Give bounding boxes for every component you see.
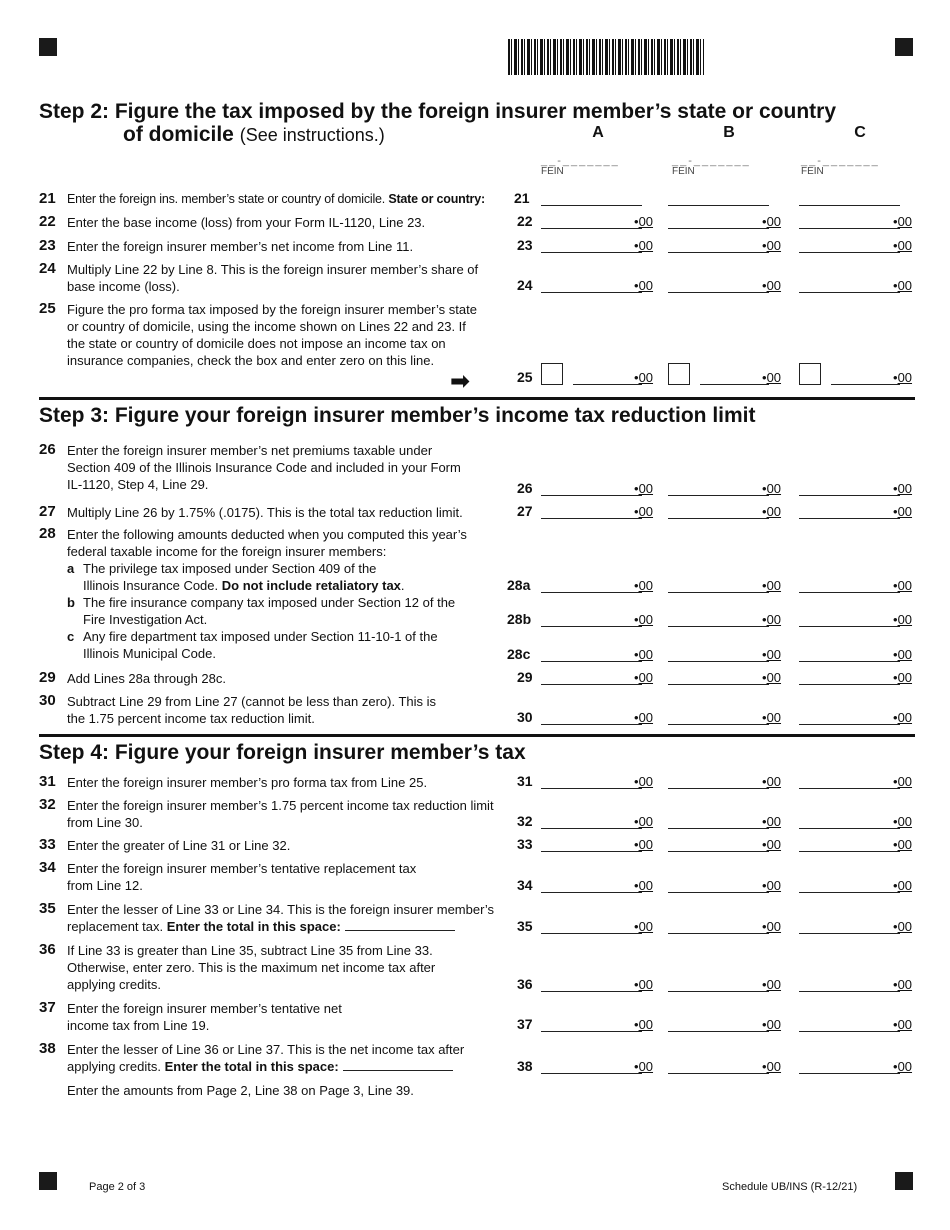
line-text: Subtract Line 29 from Line 27 (cannot be less than zero). This is the 1.75 percent income tax reduction limit. (67, 694, 437, 726)
total-blank[interactable] (345, 918, 455, 931)
line-27-amount-b[interactable] (668, 502, 769, 519)
cents-value: 00 (766, 710, 782, 725)
line-text: Figure the pro forma tax imposed by the foreign insurer member’s state or country of domicile, using the income shown on Lines 22 and 23. If the state or country of domicile does not impose an income tax on insurance companies, check the box and enter zero on this line. (67, 302, 477, 368)
divider (39, 734, 915, 737)
total-blank[interactable] (343, 1058, 453, 1071)
cents-suffix: •00 (893, 504, 913, 519)
line-28c-text (67, 628, 438, 662)
cents-value: 00 (638, 578, 654, 593)
line-number: 25 (39, 300, 56, 317)
line-28a-amount-c[interactable] (799, 576, 900, 593)
line-32-label: 32 (517, 813, 533, 829)
line-text: Enter the greater of Line 31 or Line 32. (67, 838, 291, 853)
cents-suffix: •00 (762, 214, 782, 229)
line-25-amount-c[interactable] (831, 368, 900, 385)
line-25-text (67, 301, 477, 369)
cents-suffix: •00 (893, 977, 913, 992)
line-23-text (67, 238, 512, 255)
line-number: 27 (39, 503, 56, 520)
line-30-text (67, 693, 437, 727)
line-30-label: 30 (517, 709, 533, 725)
line-23-amount-a[interactable] (541, 236, 642, 253)
line-25-checkbox-b[interactable] (668, 363, 690, 385)
line-text-part: The fire insurance company tax imposed under Section 12 of the (83, 595, 456, 610)
cents-suffix: •00 (893, 612, 913, 627)
cents-value: 00 (638, 878, 654, 893)
cents-suffix: •00 (762, 977, 782, 992)
line-26-amount-a[interactable] (541, 479, 642, 496)
cents-suffix: •00 (762, 238, 782, 253)
line-21-state-a[interactable] (541, 189, 642, 206)
cents-value: 00 (897, 814, 913, 829)
line-number: 28 (39, 525, 56, 542)
line-31-amount-a[interactable] (541, 772, 642, 789)
line-text: Enter the foreign insurer member’s net premiums taxable under Section 409 of the Illinois Insurance Code and included in your Form IL-1120, Step 4, Line 29. (67, 443, 461, 492)
line-30-amount-b[interactable] (668, 708, 769, 725)
line-text: Add Lines 28a through 28c. (67, 671, 227, 686)
cents-value: 00 (766, 814, 782, 829)
line-34-amount-b[interactable] (668, 876, 769, 893)
cents-value: 00 (638, 1017, 654, 1032)
line-26-amount-c[interactable] (799, 479, 900, 496)
line-27-amount-a[interactable] (541, 502, 642, 519)
cents-suffix: •00 (893, 837, 913, 852)
line-text: Enter the foreign insurer member’s tentative replacement tax from Line 12. (67, 861, 417, 893)
fein-field-b[interactable]: __-_______ FEIN (672, 155, 751, 177)
column-b-header: B (723, 124, 735, 141)
cents-suffix: •00 (893, 578, 913, 593)
line-35-label: 35 (517, 918, 533, 934)
cents-value: 00 (897, 504, 913, 519)
cents-suffix: •00 (762, 670, 782, 685)
line-number: 38 (39, 1040, 56, 1057)
cents-value: 00 (638, 774, 654, 789)
line-29-text (67, 670, 512, 687)
form-code: Schedule UB/INS (R-12/21) (722, 1181, 858, 1193)
line-21-label: 21 (514, 190, 530, 206)
cents-value: 00 (766, 278, 782, 293)
line-35-text (67, 901, 519, 935)
line-28b-text (67, 594, 455, 628)
line-25-amount-a[interactable] (573, 368, 642, 385)
registration-mark (895, 1172, 913, 1190)
line-text: Multiply Line 22 by Line 8. This is the foreign insurer member’s share of base income (loss). (67, 262, 479, 294)
cents-value: 00 (766, 878, 782, 893)
line-number: 31 (39, 773, 56, 790)
cents-value: 00 (897, 977, 913, 992)
cents-value: 00 (897, 612, 913, 627)
line-34-amount-a[interactable] (541, 876, 642, 893)
line-35-amount-b[interactable] (668, 917, 769, 934)
line-number: 23 (39, 237, 56, 254)
line-text: Enter the foreign insurer member’s pro forma tax from Line 25. (67, 775, 428, 790)
cents-value: 00 (638, 214, 654, 229)
line-number: 22 (39, 213, 56, 230)
line-38-text (67, 1041, 507, 1075)
line-22-amount-a[interactable] (541, 212, 642, 229)
cents-value: 00 (766, 1059, 782, 1074)
line-text-part: The privilege tax imposed under Section 409 of the (83, 561, 377, 576)
line-34-text (67, 860, 417, 894)
line-text: Enter the lesser of Line 36 or Line 37. This is the net income tax after applying credits. (67, 1042, 465, 1074)
arrow-right-icon: ➡ (450, 368, 471, 395)
line-31-amount-b[interactable] (668, 772, 769, 789)
cents-suffix: •00 (634, 774, 654, 789)
line-28a-amount-b[interactable] (668, 576, 769, 593)
cents-value: 00 (897, 481, 913, 496)
page-number: Page 2 of 3 (89, 1181, 146, 1193)
line-22-amount-b[interactable] (668, 212, 769, 229)
line-32-amount-a[interactable] (541, 812, 642, 829)
cents-suffix: •00 (634, 481, 654, 496)
cents-value: 00 (638, 238, 654, 253)
cents-suffix: •00 (893, 1017, 913, 1032)
line-22-text (67, 214, 512, 231)
line-number: 32 (39, 796, 56, 813)
line-26-amount-b[interactable] (668, 479, 769, 496)
line-21-text: Enter the foreign ins. member’s state or country of domicile. State or country: (67, 192, 485, 206)
cents-suffix: •00 (893, 238, 913, 253)
fein-field-c[interactable]: __-_______ FEIN (801, 155, 880, 177)
cents-suffix: •00 (893, 670, 913, 685)
line-33-text (67, 837, 512, 854)
line-25-checkbox-a[interactable] (541, 363, 563, 385)
cents-value: 00 (638, 612, 654, 627)
line-23-amount-b[interactable] (668, 236, 769, 253)
cents-value: 00 (897, 919, 913, 934)
line-38-amount-b[interactable] (668, 1057, 769, 1074)
line-33-amount-c[interactable] (799, 835, 900, 852)
cents-value: 00 (897, 278, 913, 293)
line-24-amount-c[interactable] (799, 276, 900, 293)
line-letter: c (67, 629, 75, 644)
step3-title: Step 3: Figure your foreign insurer member’s income tax reduction limit (39, 404, 756, 427)
column-c-header: C (854, 124, 866, 141)
line-34-label: 34 (517, 877, 533, 893)
line-28a-text: a The privilege tax imposed under Section 409 of the Illinois Insurance Code. Do not include retaliatory tax. (67, 561, 405, 593)
cents-suffix: •00 (893, 647, 913, 662)
cents-suffix: •00 (634, 214, 654, 229)
line-text: Enter the following amounts deducted when you computed this year’s federal taxable income for the foreign insurer members: (67, 527, 467, 559)
line-33-amount-a[interactable] (541, 835, 642, 852)
cents-suffix: •00 (893, 1059, 913, 1074)
cents-suffix: •00 (634, 578, 654, 593)
line-27-label: 27 (517, 503, 533, 519)
cents-value: 00 (766, 612, 782, 627)
cents-value: 00 (897, 647, 913, 662)
line-36-amount-b[interactable] (668, 975, 769, 992)
cents-suffix: •00 (634, 278, 654, 293)
line-number: 29 (39, 669, 56, 686)
line-35-amount-c[interactable] (799, 917, 900, 934)
cents-value: 00 (638, 670, 654, 685)
line-35-amount-a[interactable] (541, 917, 642, 934)
line-number: 24 (39, 260, 56, 277)
line-38-label: 38 (517, 1058, 533, 1074)
cents-value: 00 (638, 504, 654, 519)
cents-suffix: •00 (762, 1059, 782, 1074)
line-text: Enter the base income (loss) from your Form IL-1120, Line 23. (67, 215, 426, 230)
cents-value: 00 (897, 1017, 913, 1032)
line-36-label: 36 (517, 976, 533, 992)
note-text: Enter the amounts from Page 2, Line 38 on Page 3, Line 39. (67, 1083, 414, 1098)
line-number: 36 (39, 941, 56, 958)
line-number: 30 (39, 692, 56, 709)
line-text-bold: Do not include retaliatory tax (221, 578, 401, 593)
cents-value: 00 (897, 878, 913, 893)
cents-suffix: •00 (762, 647, 782, 662)
cents-value: 00 (766, 977, 782, 992)
cents-suffix: •00 (893, 814, 913, 829)
cents-suffix: •00 (634, 504, 654, 519)
column-a-header: A (592, 124, 604, 141)
cents-suffix: •00 (762, 774, 782, 789)
cents-value: 00 (897, 670, 913, 685)
line-38-amount-c[interactable] (799, 1057, 900, 1074)
cents-value: 00 (766, 578, 782, 593)
cents-value: 00 (897, 238, 913, 253)
line-28c-amount-c[interactable] (799, 645, 900, 662)
line-27-text (67, 504, 512, 521)
line-28a-amount-a[interactable] (541, 576, 642, 593)
cents-suffix: •00 (893, 278, 913, 293)
line-28b-amount-c[interactable] (799, 610, 900, 627)
line-text-part: Any fire department tax imposed under Section 11-10-1 of the (83, 629, 438, 644)
line-33-amount-b[interactable] (668, 835, 769, 852)
line-text-part: Illinois Insurance Code. (83, 578, 219, 593)
line-23-amount-c[interactable] (799, 236, 900, 253)
step4-title: Step 4: Figure your foreign insurer member’s tax (39, 741, 526, 764)
cents-suffix: •00 (634, 238, 654, 253)
fein-field-a[interactable]: __-_______ FEIN (541, 155, 620, 177)
cents-suffix: •00 (634, 837, 654, 852)
step2-title: Step 2: Figure the tax imposed by the foreign insurer member’s state or country of domicile (See instructions.) (39, 100, 837, 146)
line-24-amount-b[interactable] (668, 276, 769, 293)
line-28b-label: 28b (507, 611, 532, 627)
cents-value: 00 (766, 774, 782, 789)
line-23-label: 23 (517, 237, 533, 253)
cents-suffix: •00 (634, 670, 654, 685)
line-24-label: 24 (517, 277, 533, 293)
line-37-amount-c[interactable] (799, 1015, 900, 1032)
cents-suffix: •00 (634, 814, 654, 829)
registration-mark (895, 38, 913, 56)
line-number: 33 (39, 836, 56, 853)
cents-value: 00 (897, 710, 913, 725)
cents-value: 00 (766, 647, 782, 662)
line-25-checkbox-c[interactable] (799, 363, 821, 385)
line-letter: b (67, 595, 75, 610)
line-34-amount-c[interactable] (799, 876, 900, 893)
line-29-amount-a[interactable] (541, 668, 642, 685)
cents-value: 00 (766, 370, 782, 385)
line-letter: a (67, 561, 75, 576)
cents-suffix: •00 (762, 919, 782, 934)
line-text: Enter the foreign insurer member’s tentative net income tax from Line 19. (67, 1001, 342, 1033)
line-32-amount-c[interactable] (799, 812, 900, 829)
cents-value: 00 (638, 919, 654, 934)
line-number: 34 (39, 859, 56, 876)
line-37-amount-a[interactable] (541, 1015, 642, 1032)
line-21-state-c[interactable] (799, 189, 900, 206)
cents-suffix: •00 (634, 647, 654, 662)
line-28c-label: 28c (507, 646, 531, 662)
line-29-label: 29 (517, 669, 533, 685)
line-26-label: 26 (517, 480, 533, 496)
cents-value: 00 (766, 238, 782, 253)
line-31-text (67, 774, 512, 791)
line-24-text (67, 261, 507, 295)
line-text-bold: Enter the total in this space: (166, 919, 341, 934)
registration-mark (39, 38, 57, 56)
line-text: Multiply Line 26 by 1.75% (.0175). This is the total tax reduction limit. (67, 505, 463, 520)
cents-value: 00 (638, 977, 654, 992)
line-37-label: 37 (517, 1016, 533, 1032)
divider (39, 397, 915, 400)
cents-suffix: •00 (634, 1059, 654, 1074)
line-text: Enter the lesser of Line 33 or Line 34. This is the foreign insurer member’s replacement tax. (67, 902, 495, 934)
cents-suffix: •00 (762, 578, 782, 593)
cents-value: 00 (638, 481, 654, 496)
line-30-amount-a[interactable] (541, 708, 642, 725)
line-21-state-b[interactable] (668, 189, 769, 206)
cents-suffix: •00 (634, 919, 654, 934)
cents-suffix: •00 (893, 878, 913, 893)
line-36-amount-a[interactable] (541, 975, 642, 992)
cents-value: 00 (638, 837, 654, 852)
cents-value: 00 (897, 578, 913, 593)
cents-suffix: •00 (634, 878, 654, 893)
line-text: Enter the foreign insurer member’s net income from Line 11. (67, 239, 414, 254)
cents-value: 00 (766, 670, 782, 685)
line-33-label: 33 (517, 836, 533, 852)
cents-value: 00 (638, 814, 654, 829)
cents-suffix: •00 (634, 710, 654, 725)
cents-suffix: •00 (762, 837, 782, 852)
cents-value: 00 (897, 1059, 913, 1074)
cents-value: 00 (897, 837, 913, 852)
line-25-label: 25 (517, 369, 533, 385)
cents-value: 00 (638, 370, 654, 385)
cents-value: 00 (766, 214, 782, 229)
line-25-amount-b[interactable] (700, 368, 769, 385)
cents-suffix: •00 (762, 1017, 782, 1032)
line-text-part: Illinois Municipal Code. (83, 646, 216, 661)
cents-suffix: •00 (762, 370, 782, 385)
cents-suffix: •00 (762, 710, 782, 725)
line-31-label: 31 (517, 773, 533, 789)
cents-suffix: •00 (893, 774, 913, 789)
line-36-amount-c[interactable] (799, 975, 900, 992)
line-number: 35 (39, 900, 56, 917)
line-28c-amount-b[interactable] (668, 645, 769, 662)
line-number: 26 (39, 441, 56, 458)
cents-value: 00 (638, 710, 654, 725)
cents-value: 00 (897, 214, 913, 229)
cents-suffix: •00 (634, 370, 654, 385)
cents-suffix: •00 (893, 710, 913, 725)
cents-suffix: •00 (634, 977, 654, 992)
cents-value: 00 (766, 1017, 782, 1032)
line-32-text (67, 797, 507, 831)
line-28c-amount-a[interactable] (541, 645, 642, 662)
cents-value: 00 (638, 1059, 654, 1074)
cents-suffix: •00 (634, 1017, 654, 1032)
line-text-part: Fire Investigation Act. (83, 612, 208, 627)
line-22-amount-c[interactable] (799, 212, 900, 229)
cents-suffix: •00 (762, 504, 782, 519)
line-number: 21 (39, 190, 56, 207)
line-31-amount-c[interactable] (799, 772, 900, 789)
line-29-amount-c[interactable] (799, 668, 900, 685)
line-27-amount-c[interactable] (799, 502, 900, 519)
line-text: Enter the foreign insurer member’s 1.75 percent income tax reduction limit from Line 30. (67, 798, 494, 830)
cents-suffix: •00 (893, 481, 913, 496)
cents-suffix: •00 (762, 878, 782, 893)
line-38-amount-a[interactable] (541, 1057, 642, 1074)
cents-value: 00 (638, 647, 654, 662)
cents-value: 00 (638, 278, 654, 293)
line-32-amount-b[interactable] (668, 812, 769, 829)
cents-value: 00 (897, 370, 913, 385)
line-36-text (67, 942, 467, 993)
cents-suffix: •00 (893, 214, 913, 229)
cents-suffix: •00 (762, 278, 782, 293)
line-28a-label: 28a (507, 577, 531, 593)
cents-suffix: •00 (893, 919, 913, 934)
cents-value: 00 (766, 919, 782, 934)
line-26-text (67, 442, 467, 493)
line-22-label: 22 (517, 213, 533, 229)
line-37-text (67, 1000, 357, 1034)
barcode (508, 39, 704, 75)
cents-value: 00 (766, 504, 782, 519)
cents-value: 00 (766, 481, 782, 496)
cents-suffix: •00 (634, 612, 654, 627)
cents-suffix: •00 (762, 814, 782, 829)
line-28-text (67, 526, 507, 560)
registration-mark (39, 1172, 57, 1190)
cents-suffix: •00 (893, 370, 913, 385)
line-37-amount-b[interactable] (668, 1015, 769, 1032)
line-30-amount-c[interactable] (799, 708, 900, 725)
line-text-bold: Enter the total in this space: (164, 1059, 339, 1074)
line-29-amount-b[interactable] (668, 668, 769, 685)
line-28b-amount-b[interactable] (668, 610, 769, 627)
line-text: If Line 33 is greater than Line 35, subtract Line 35 from Line 33. Otherwise, enter zero. This is the maximum net income tax after applying credits. (67, 943, 436, 992)
line-number: 37 (39, 999, 56, 1016)
cents-value: 00 (766, 837, 782, 852)
line-28b-amount-a[interactable] (541, 610, 642, 627)
cents-suffix: •00 (762, 612, 782, 627)
line-24-amount-a[interactable] (541, 276, 642, 293)
cents-suffix: •00 (762, 481, 782, 496)
cents-value: 00 (897, 774, 913, 789)
